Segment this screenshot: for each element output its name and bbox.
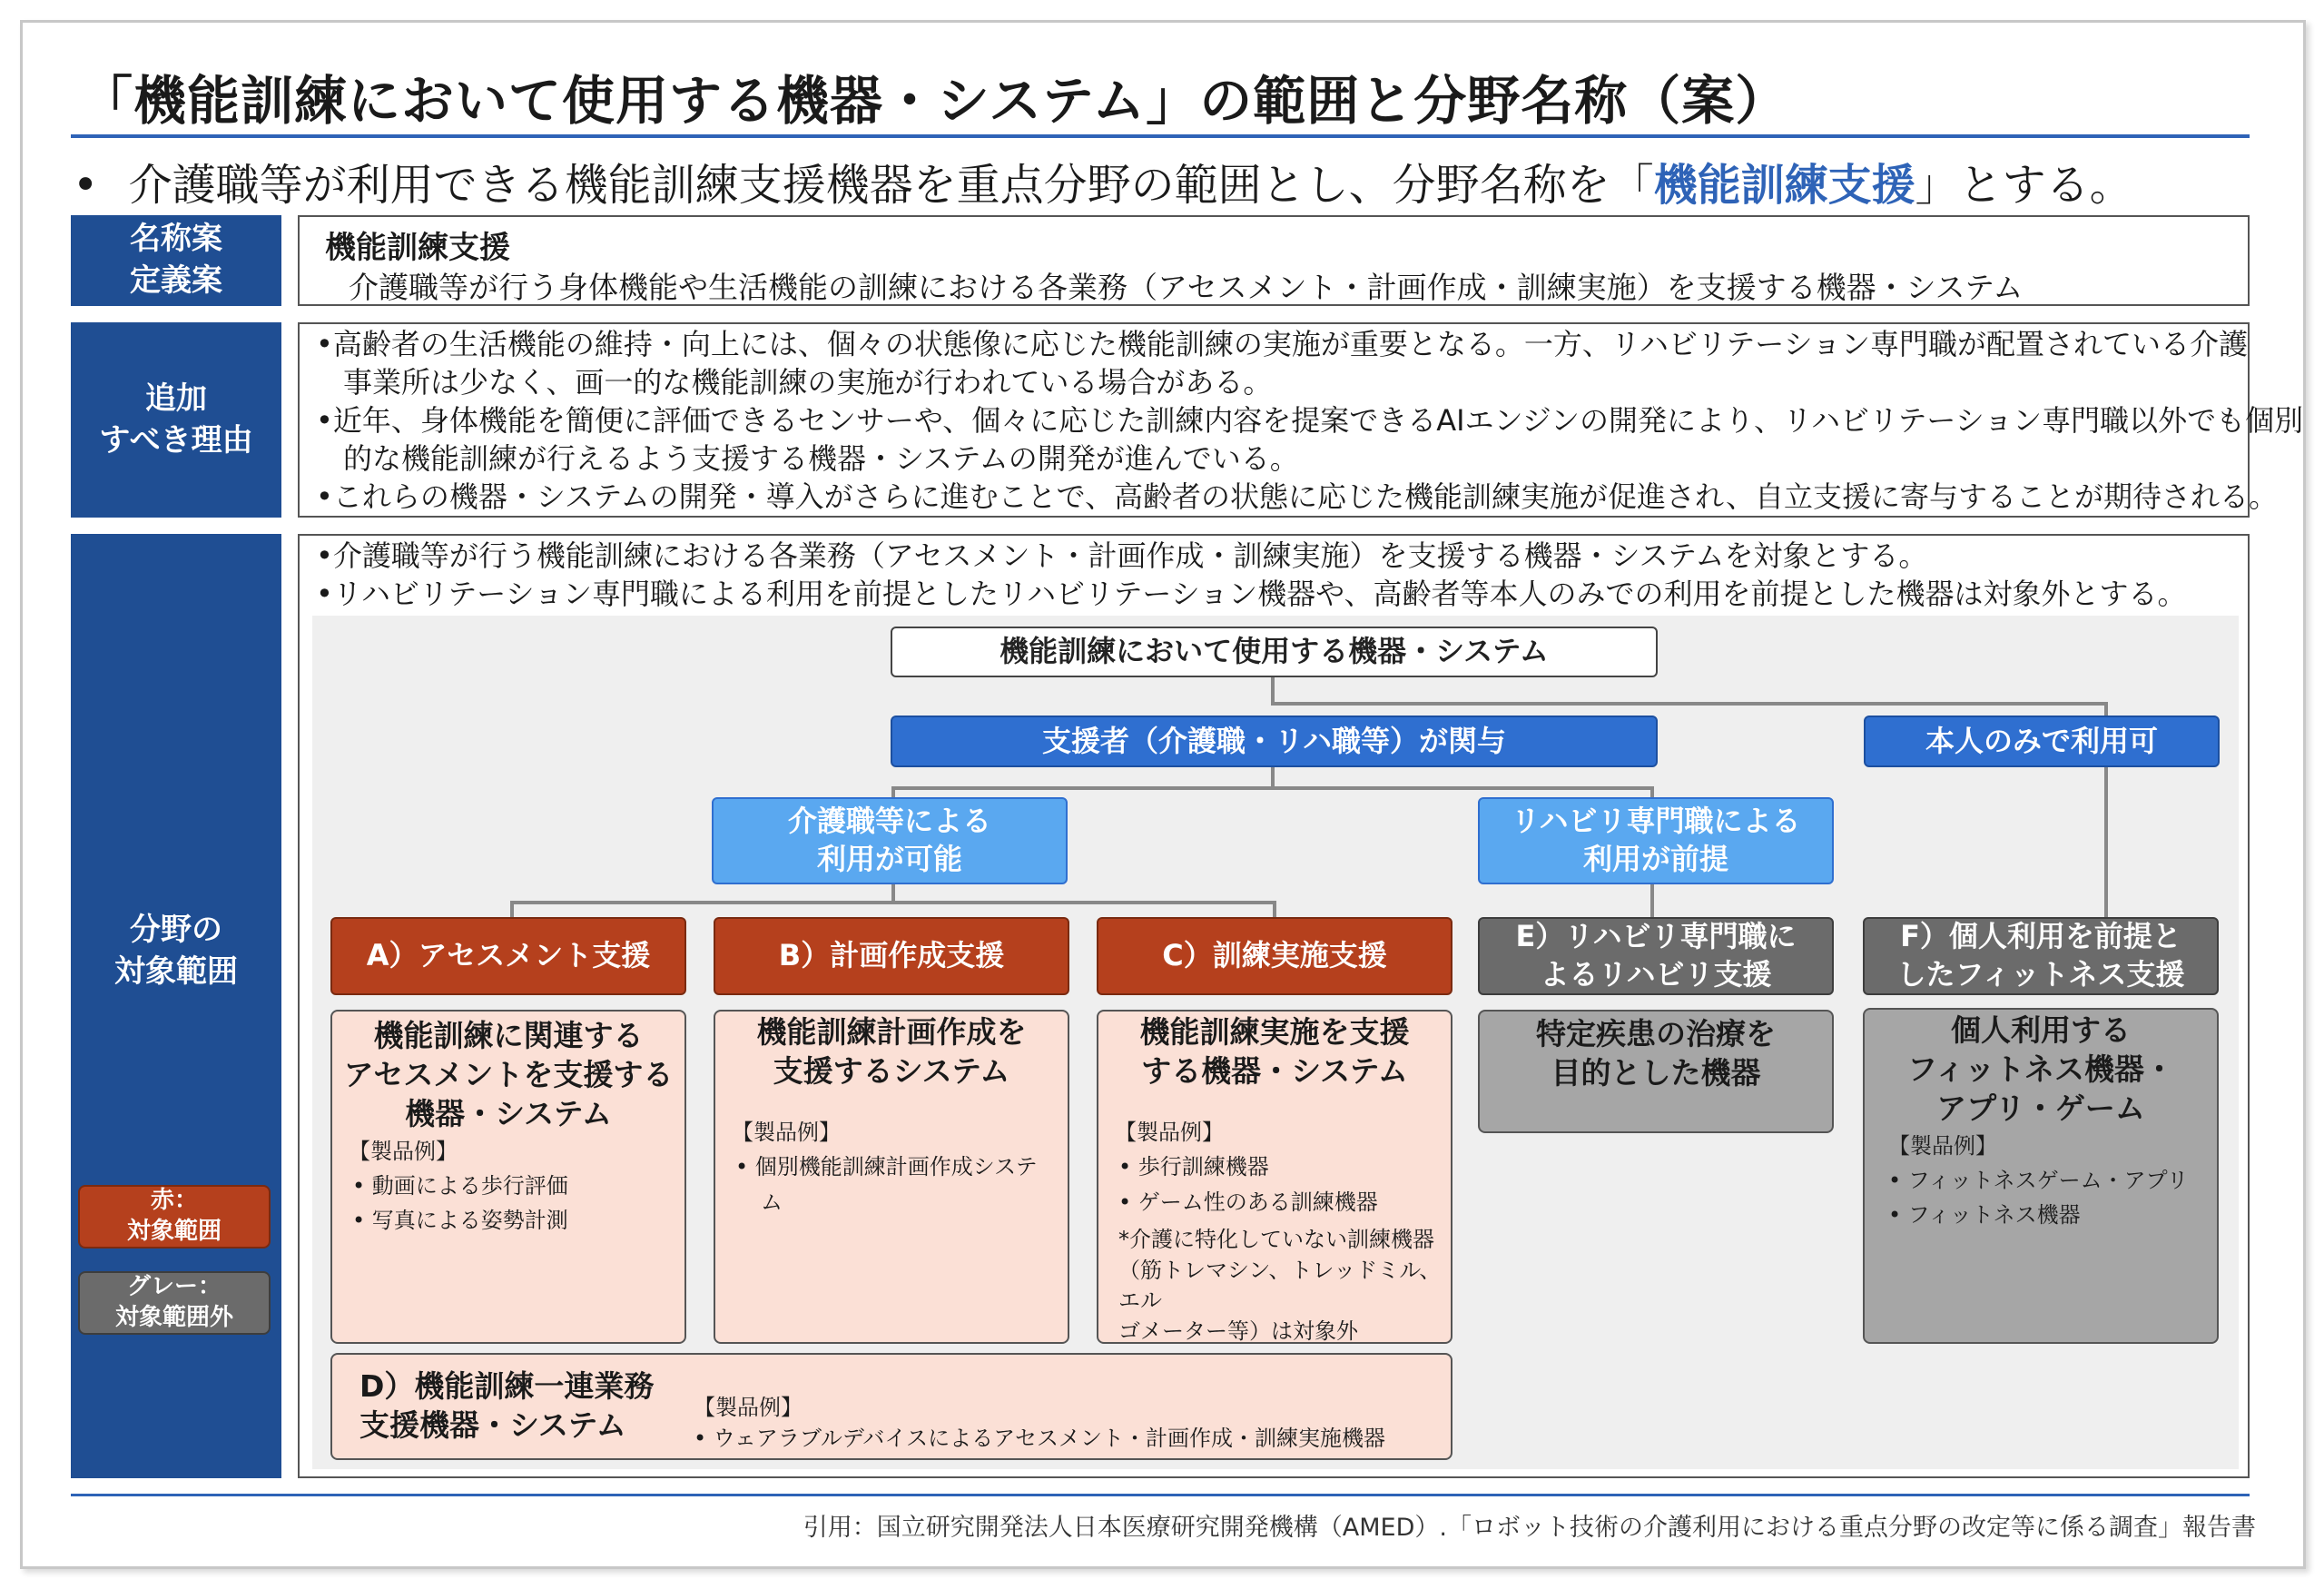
reason-label-line1: 追加 <box>144 380 207 417</box>
cat-e-line2: よるリハビリ支援 <box>1540 957 1772 992</box>
card-c-note-2: （筋トレマシン、トレッドミル、エル <box>1118 1257 1442 1314</box>
page-title: 「機能訓練において使用する機器・システム」の範囲と分野名称（案） <box>80 70 1789 132</box>
card-c-item-2: • ゲーム性のある訓練機器 <box>1118 1189 1378 1215</box>
card-f-item-2: • フィットネス機器 <box>1888 1202 2081 1229</box>
node-self-only: 本人のみで利用可 <box>1864 716 2220 767</box>
card-f-examples-label: 【製品例】 <box>1888 1132 1997 1159</box>
card-d-examples <box>694 1393 1385 1454</box>
connector <box>510 901 514 919</box>
card-c-title-1: 機能訓練実施を支援 <box>1139 1014 1410 1050</box>
reason-item-2a: •近年、身体機能を簡便に評価できるセンサーや、個々に応じた訓練内容を提案できるAIエンジンの開発により、リハビリテーション専門職以外でも個別 <box>316 403 2304 438</box>
connector <box>1271 767 1275 788</box>
card-c-note-3: ゴメーター等）は対象外 <box>1118 1318 1358 1344</box>
reason-row-label <box>71 322 281 518</box>
title-divider <box>71 134 2250 138</box>
node-root: 機能訓練において使用する機器・システム <box>891 627 1658 677</box>
card-f-title-2: フィットネス機器・ <box>1906 1051 2175 1087</box>
connector <box>1271 702 2106 706</box>
card-f-title-3: アプリ・ゲーム <box>1936 1090 2145 1126</box>
lead-sentence <box>73 150 2133 212</box>
card-b-item-1-cont: ム <box>761 1189 783 1215</box>
card-a-title-3: 機器・システム <box>405 1095 612 1131</box>
lead-text-before: 介護職等が利用できる機能訓練支援機器を重点分野の範囲とし、分野名称を「 <box>128 160 1654 211</box>
card-f-title-1: 個人利用する <box>1951 1012 2131 1048</box>
reason-label-line2: すべき理由 <box>99 421 253 459</box>
card-c <box>1097 1010 1452 1344</box>
category-f <box>1863 917 2219 995</box>
category-b: B）計画作成支援 <box>714 917 1069 995</box>
card-b-examples-label: 【製品例】 <box>732 1119 841 1145</box>
connector <box>1273 901 1276 919</box>
name-label-line2: 定義案 <box>130 262 222 299</box>
connector <box>2104 767 2108 919</box>
cat-e-line1: E）リハビリ専門職に <box>1515 919 1797 954</box>
scope-row-panel <box>298 534 2250 1478</box>
reason-item-1b: 事業所は少なく、画一的な機能訓練の実施が行われている場合がある。 <box>343 365 1273 400</box>
card-c-examples-label: 【製品例】 <box>1115 1119 1224 1145</box>
card-d-examples-label: 【製品例】 <box>694 1395 803 1420</box>
card-f <box>1863 1008 2219 1344</box>
name-row-label <box>71 215 281 306</box>
connector <box>510 901 1276 904</box>
card-c-item-1: • 歩行訓練機器 <box>1118 1154 1269 1180</box>
card-d-item-1: • ウェアラブルデバイスによるアセスメント・計画作成・訓練実施機器 <box>694 1425 1385 1451</box>
reason-row-panel <box>298 322 2304 518</box>
card-e <box>1478 1010 1834 1133</box>
card-a-examples-label: 【製品例】 <box>349 1138 458 1164</box>
legend-grey-line1: グレー： <box>126 1273 222 1301</box>
card-a-item-1: • 動画による歩行評価 <box>352 1173 568 1199</box>
lead-highlight: 機能訓練支援 <box>1653 160 1915 211</box>
legend-red-line2: 対象範囲 <box>126 1218 222 1245</box>
category-a: A）アセスメント支援 <box>330 917 686 995</box>
field-definition: 介護職等が行う身体機能や生活機能の訓練における各業務（アセスメント・計画作成・訓練実施）を支援する機器・システム <box>349 270 2024 305</box>
card-b <box>714 1010 1069 1344</box>
scope-item-1: •介護職等が行う機能訓練における各業務（アセスメント・計画作成・訓練実施）を支援する機器・システムを対象とする。 <box>316 538 1928 573</box>
scope-item-2: •リハビリテーション専門職による利用を前提としたリハビリテーション機器や、高齢者等本人のみでの利用を前提とした機器は対象外とする。 <box>316 577 2187 611</box>
node-rehab-staff <box>1478 797 1834 884</box>
legend-grey <box>78 1271 271 1335</box>
card-c-title-2: する機器・システム <box>1141 1052 1408 1089</box>
lead-bullet: • <box>73 160 99 211</box>
card-e-title-1: 特定疾患の治療を <box>1536 1016 1776 1051</box>
legend-red <box>78 1185 271 1248</box>
scope-label-line1: 分野の <box>130 912 222 949</box>
name-label-line1: 名称案 <box>130 221 222 258</box>
legend-red-line1: 赤： <box>150 1187 198 1215</box>
connector <box>891 884 895 903</box>
scope-label-line2: 対象範囲 <box>114 953 238 990</box>
cat-f-line1: F）個人利用を前提と <box>1900 919 2181 954</box>
card-b-title-2: 支援するシステム <box>773 1052 1010 1089</box>
rehab-line2: 利用が前提 <box>1582 842 1728 876</box>
card-b-item-1: • 個別機能訓練計画作成システ <box>735 1154 1038 1180</box>
category-c: C）訓練実施支援 <box>1097 917 1452 995</box>
card-a-title-2: アセスメントを支援する <box>343 1056 674 1092</box>
care-line1: 介護職等による <box>787 804 991 839</box>
category-e <box>1478 917 1834 995</box>
card-c-note-1: *介護に特化していない訓練機器 <box>1118 1226 1434 1252</box>
card-d-title-2: 支援機器・システム <box>359 1406 626 1443</box>
rehab-line1: リハビリ専門職による <box>1511 804 1801 839</box>
card-d <box>330 1353 1452 1460</box>
name-row-panel <box>298 215 2250 306</box>
node-supporter: 支援者（介護職・リハ職等）が関与 <box>891 716 1658 767</box>
reason-item-3: •これらの機器・システムの開発・導入がさらに進むことで、高齢者の状態に応じた機能訓練実施が促進され、自立支援に寄与することが期待される。 <box>316 479 2278 514</box>
card-a-item-2: • 写真による姿勢計測 <box>352 1208 568 1234</box>
node-care-staff <box>712 797 1068 884</box>
card-d-title <box>359 1367 654 1446</box>
reason-item-1a: •高齢者の生活機能の維持・向上には、個々の状態像に応じた機能訓練の実施が重要となる。一方、リハビリテーション専門職が配置されている介護 <box>316 327 2248 361</box>
field-name: 機能訓練支援 <box>325 230 510 266</box>
card-b-title-1: 機能訓練計画作成を <box>756 1014 1027 1050</box>
legend-grey-line2: 対象範囲外 <box>114 1304 233 1331</box>
lead-text-after: 」とする。 <box>1915 160 2133 211</box>
reason-item-2b: 的な機能訓練が行えるよう支援する機器・システムの開発が進んでいる。 <box>343 441 1299 476</box>
card-a <box>330 1010 686 1344</box>
connector <box>1650 884 1654 919</box>
card-e-title-2: 目的とした機器 <box>1551 1054 1761 1091</box>
connector <box>1271 677 1275 705</box>
footer-divider <box>71 1494 2250 1496</box>
card-f-item-1: • フィットネスゲーム・アプリ <box>1888 1168 2189 1194</box>
cat-f-line2: したフィットネス支援 <box>1896 957 2185 992</box>
care-line2: 利用が可能 <box>816 842 962 876</box>
citation: 引用：国立研究開発法人日本医療研究開発機構（AMED）.「ロボット技術の介護利用における重点分野の改定等に係る調査」報告書 <box>803 1514 2256 1542</box>
connector <box>891 786 1654 790</box>
card-a-title-1: 機能訓練に関連する <box>373 1018 644 1053</box>
card-d-title-1: D）機能訓練一連業務 <box>359 1368 655 1404</box>
scope-row-label <box>71 534 281 1478</box>
